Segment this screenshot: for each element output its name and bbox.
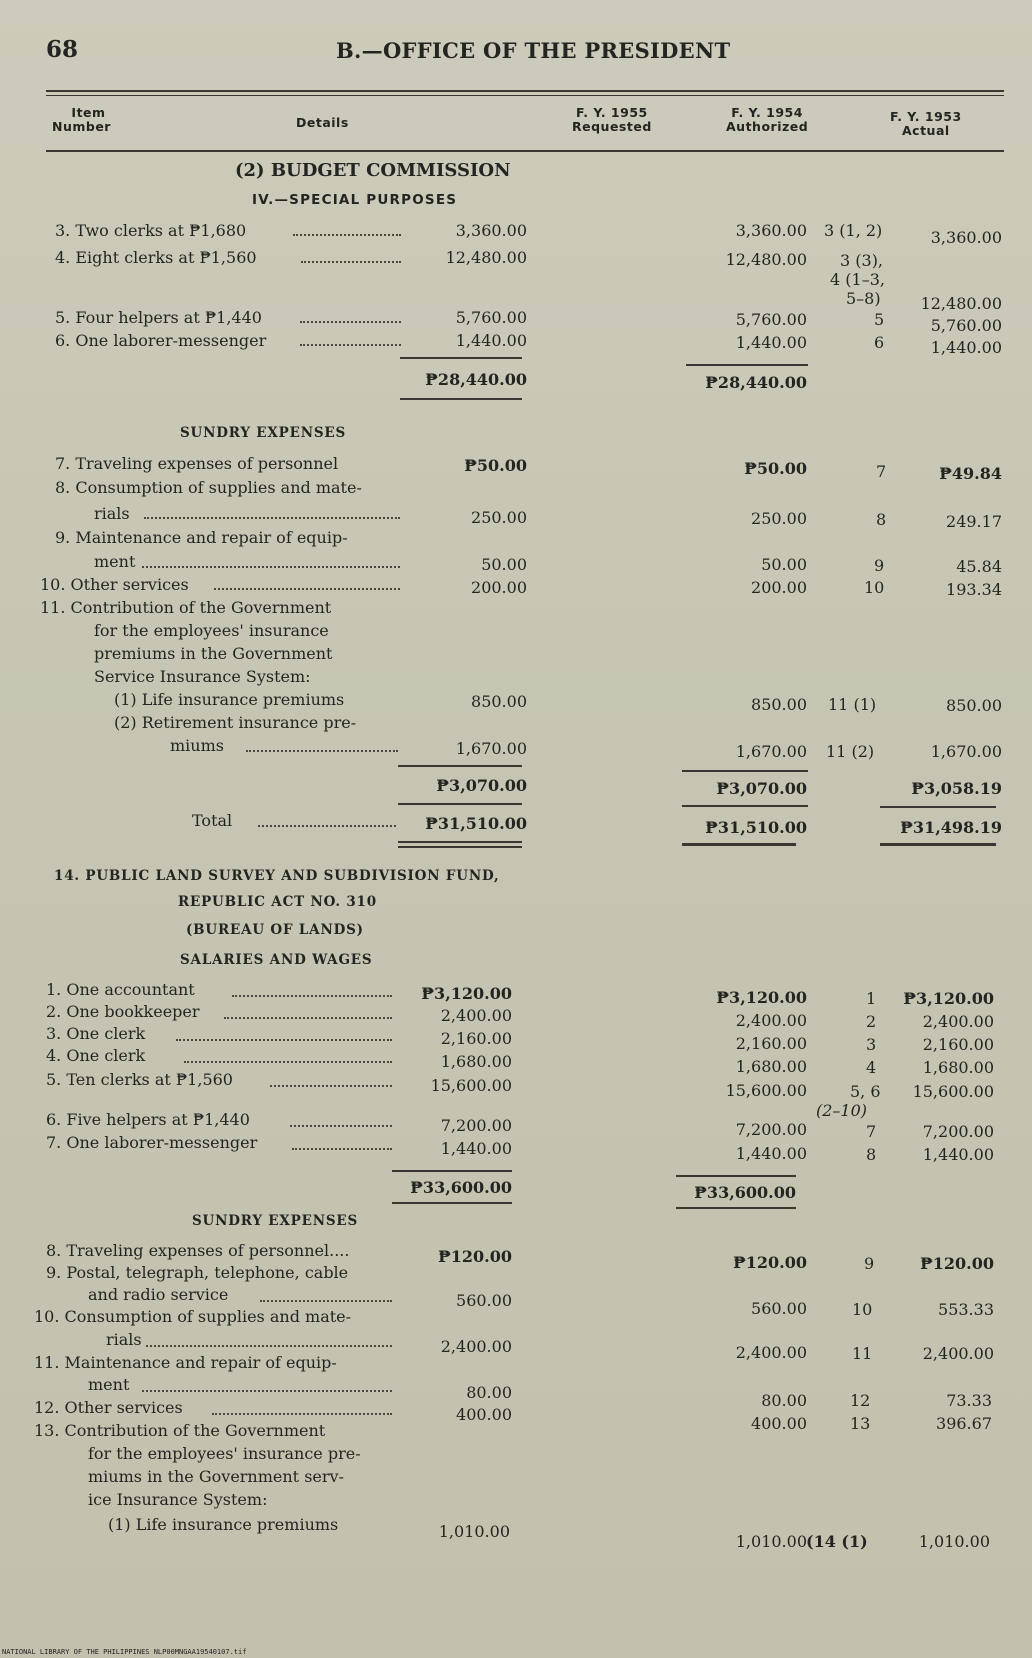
value-requested: 200.00 xyxy=(471,578,527,597)
row-label: 3. One clerk xyxy=(46,1024,146,1043)
row-label-cont: and radio service xyxy=(88,1285,229,1304)
row-label: 4. Eight clerks at ₱1,560 xyxy=(55,248,257,267)
row-label: 12. Other services xyxy=(34,1398,183,1417)
subtotal-requested: ₱33,600.00 xyxy=(410,1178,512,1197)
sundry-total-authorized: ₱3,070.00 xyxy=(716,779,807,798)
subtotal-authorized: ₱28,440.00 xyxy=(705,373,807,392)
value-actual: 7,200.00 xyxy=(922,1122,994,1141)
row-label: 11. Maintenance and repair of equip- xyxy=(34,1353,337,1372)
total-requested: ₱31,510.00 xyxy=(425,814,527,833)
value-requested: ₱3,120.00 xyxy=(421,984,512,1003)
row-label: 11. Contribution of the Government xyxy=(40,598,332,617)
salaries-and-wages-heading: SALARIES AND WAGES xyxy=(180,952,373,968)
col-fy1955: F. Y. 1955 Requested xyxy=(572,105,652,134)
col-fy1953: F. Y. 1953 Actual xyxy=(890,109,962,138)
row-label: 6. One laborer-messenger xyxy=(55,331,267,350)
value-requested: 850.00 xyxy=(471,692,527,711)
value-authorized: 200.00 xyxy=(751,578,807,597)
total-double-rule xyxy=(398,846,522,848)
row-label: 9. Postal, telegraph, telephone, cable xyxy=(46,1263,349,1282)
value-ref: 7 xyxy=(876,462,887,481)
row-label-cont: Service Insurance System: xyxy=(94,667,311,686)
value-ref: 12 xyxy=(850,1391,871,1410)
total-double-rule xyxy=(880,843,996,846)
value-authorized: 7,200.00 xyxy=(735,1120,807,1139)
value-actual: 553.33 xyxy=(938,1300,994,1319)
value-authorized: 400.00 xyxy=(751,1414,807,1433)
dot-leader xyxy=(260,1300,392,1302)
row-label: 3. Two clerks at ₱1,680 xyxy=(55,221,247,240)
value-requested: ₱50.00 xyxy=(464,456,527,475)
row-label: 1. One accountant xyxy=(46,980,195,999)
value-ref: 13 xyxy=(850,1414,871,1433)
subtotal-rule xyxy=(400,357,522,359)
value-authorized: 560.00 xyxy=(751,1299,807,1318)
total-rule xyxy=(398,803,522,805)
value-ref: 3 (3), xyxy=(840,251,884,270)
dot-leader xyxy=(184,1061,392,1063)
row-label: 2. One bookkeeper xyxy=(46,1002,200,1021)
value-ref: 10 xyxy=(864,578,885,597)
row-label-cont: rials xyxy=(106,1330,142,1349)
value-actual: 850.00 xyxy=(946,696,1002,715)
value-requested: 1,440.00 xyxy=(455,331,527,350)
dot-leader xyxy=(214,588,400,590)
dot-leader xyxy=(292,1148,392,1150)
dot-leader xyxy=(293,234,401,236)
row-label: 7. One laborer-messenger xyxy=(46,1133,258,1152)
value-ref: (14 (1) xyxy=(806,1532,868,1551)
value-actual: 2,160.00 xyxy=(922,1035,994,1054)
subtotal-authorized: ₱33,600.00 xyxy=(694,1183,796,1202)
subtotal-rule xyxy=(686,364,808,366)
dot-leader xyxy=(246,750,398,752)
dot-leader xyxy=(176,1039,392,1041)
row-label: 6. Five helpers at ₱1,440 xyxy=(46,1110,250,1129)
value-actual: ₱3,120.00 xyxy=(903,989,994,1008)
header-rule-bottom xyxy=(46,150,1004,152)
row-label-cont: miums in the Government serv- xyxy=(88,1467,344,1486)
value-ref: 5 xyxy=(874,310,885,329)
header-rule-top xyxy=(46,90,1004,92)
row-label: 8. Traveling expenses of personnel.... xyxy=(46,1241,350,1260)
row-label: (2) Retirement insurance pre- xyxy=(114,713,357,732)
value-authorized: 850.00 xyxy=(751,695,807,714)
value-requested: 12,480.00 xyxy=(445,248,527,267)
subtotal-rule-bottom xyxy=(400,398,522,400)
value-ref: 11 xyxy=(852,1344,873,1363)
row-label: (1) Life insurance premiums xyxy=(108,1515,339,1534)
scan-footer: NATIONAL LIBRARY OF THE PHILIPPINES NLP00MNGAA19540107.tif xyxy=(2,1648,247,1656)
value-actual: 1,680.00 xyxy=(922,1058,994,1077)
value-actual: 2,400.00 xyxy=(922,1344,994,1363)
value-requested: 1,010.00 xyxy=(438,1522,510,1541)
dot-leader xyxy=(270,1085,392,1087)
value-authorized: ₱50.00 xyxy=(744,459,807,478)
value-requested: 2,400.00 xyxy=(440,1006,512,1025)
sundry-expenses-heading: SUNDRY EXPENSES xyxy=(180,425,347,441)
dot-leader xyxy=(142,1390,392,1392)
col-fy1954: F. Y. 1954 Authorized xyxy=(726,105,809,134)
value-requested: 250.00 xyxy=(471,508,527,527)
row-label: 13. Contribution of the Government xyxy=(34,1421,326,1440)
value-authorized: 2,160.00 xyxy=(735,1034,807,1053)
section-title-land-survey: 14. PUBLIC LAND SURVEY AND SUBDIVISION FUND, xyxy=(54,868,500,884)
value-actual: ₱120.00 xyxy=(920,1254,994,1273)
value-authorized: 3,360.00 xyxy=(735,221,807,240)
section-title-budget-commission: (2) BUDGET COMMISSION xyxy=(235,160,511,181)
subtotal-rule-bottom xyxy=(392,1202,512,1204)
value-ref: 8 xyxy=(866,1145,877,1164)
value-ref: 11 (1) xyxy=(828,695,877,714)
row-label-cont: ment xyxy=(94,552,136,571)
value-authorized: 1,670.00 xyxy=(735,742,807,761)
value-actual: 45.84 xyxy=(956,557,1002,576)
value-requested: 2,400.00 xyxy=(440,1337,512,1356)
value-ref-line2: (2–10) xyxy=(816,1101,868,1120)
value-requested: 560.00 xyxy=(456,1291,512,1310)
row-label-cont: ice Insurance System: xyxy=(88,1490,268,1509)
header-rule-top-2 xyxy=(46,95,1004,96)
total-authorized: ₱31,510.00 xyxy=(705,818,807,837)
value-ref: 11 (2) xyxy=(826,742,875,761)
total-double-rule xyxy=(682,843,796,846)
value-requested: 3,360.00 xyxy=(455,221,527,240)
value-ref: 3 xyxy=(866,1035,877,1054)
subtotal-rule xyxy=(676,1175,796,1177)
total-actual: ₱31,498.19 xyxy=(900,818,1002,837)
value-actual: 5,760.00 xyxy=(930,316,1002,335)
value-requested: 1,670.00 xyxy=(455,739,527,758)
value-ref-line3: 5–8) xyxy=(846,289,881,308)
value-authorized: 12,480.00 xyxy=(725,250,807,269)
value-requested: 7,200.00 xyxy=(440,1116,512,1135)
dot-leader xyxy=(300,344,401,346)
value-requested: 5,760.00 xyxy=(455,308,527,327)
value-ref: 10 xyxy=(852,1300,873,1319)
dot-leader xyxy=(301,261,401,263)
total-label: Total xyxy=(192,811,233,830)
value-requested: ₱120.00 xyxy=(438,1247,512,1266)
value-authorized: 1,010.00 xyxy=(735,1532,807,1551)
value-ref-line2: 4 (1–3, xyxy=(830,270,885,289)
row-label-cont: rials xyxy=(94,504,130,523)
total-double-rule xyxy=(398,841,522,843)
value-requested: 1,680.00 xyxy=(440,1052,512,1071)
value-actual: 1,440.00 xyxy=(930,338,1002,357)
value-ref: 1 xyxy=(866,989,877,1008)
value-actual: 1,670.00 xyxy=(930,742,1002,761)
dot-leader xyxy=(144,517,400,519)
section-subtitle-republic-act: REPUBLIC ACT NO. 310 xyxy=(178,894,377,910)
dot-leader xyxy=(290,1125,392,1127)
row-label: 10. Consumption of supplies and mate- xyxy=(34,1307,352,1326)
value-ref: 5, 6 xyxy=(850,1082,881,1101)
value-ref: 8 xyxy=(876,510,887,529)
value-requested: 80.00 xyxy=(466,1383,512,1402)
value-actual: 396.67 xyxy=(936,1414,992,1433)
value-authorized: 80.00 xyxy=(761,1391,807,1410)
value-requested: 1,440.00 xyxy=(440,1139,512,1158)
value-actual: 2,400.00 xyxy=(922,1012,994,1031)
sundry-total-actual: ₱3,058.19 xyxy=(911,779,1002,798)
row-label: 8. Consumption of supplies and mate- xyxy=(55,478,362,497)
row-label-cont: ment xyxy=(88,1375,130,1394)
sundry-total-rule xyxy=(682,770,808,772)
value-ref: 7 xyxy=(866,1122,877,1141)
value-authorized: ₱3,120.00 xyxy=(716,988,807,1007)
value-authorized: 5,760.00 xyxy=(735,310,807,329)
row-label: 5. Four helpers at ₱1,440 xyxy=(55,308,262,327)
value-authorized: 1,440.00 xyxy=(735,333,807,352)
value-authorized: 250.00 xyxy=(751,509,807,528)
row-label: 5. Ten clerks at ₱1,560 xyxy=(46,1070,233,1089)
subtotal-rule-bottom xyxy=(676,1207,796,1209)
subtotal-requested: ₱28,440.00 xyxy=(425,370,527,389)
value-actual: 3,360.00 xyxy=(930,228,1002,247)
dot-leader xyxy=(224,1017,392,1019)
value-actual: ₱49.84 xyxy=(939,464,1002,483)
dot-leader xyxy=(142,566,400,568)
row-label: (1) Life insurance premiums xyxy=(114,690,345,709)
section-subtitle-bureau: (BUREAU OF LANDS) xyxy=(186,922,364,938)
page-header-title: B.—OFFICE OF THE PRESIDENT xyxy=(336,38,731,63)
value-actual: 12,480.00 xyxy=(920,294,1002,313)
row-label: 7. Traveling expenses of personnel xyxy=(55,454,339,473)
value-authorized: 1,680.00 xyxy=(735,1057,807,1076)
value-ref: 6 xyxy=(874,333,885,352)
total-rule xyxy=(880,806,996,808)
row-label: 9. Maintenance and repair of equip- xyxy=(55,528,348,547)
value-ref: 4 xyxy=(866,1058,877,1077)
value-ref: 9 xyxy=(874,556,885,575)
value-actual: 1,440.00 xyxy=(922,1145,994,1164)
value-authorized: 2,400.00 xyxy=(735,1343,807,1362)
row-label: 10. Other services xyxy=(40,575,189,594)
row-label-cont: premiums in the Government xyxy=(94,644,333,663)
value-actual: 15,600.00 xyxy=(912,1082,994,1101)
page-number: 68 xyxy=(46,36,79,63)
section-subtitle-special-purposes: IV.—SPECIAL PURPOSES xyxy=(252,192,458,208)
row-label-cont: miums xyxy=(170,736,224,755)
sundry-total-rule xyxy=(398,765,522,767)
total-rule xyxy=(682,805,808,807)
dot-leader xyxy=(232,995,392,997)
value-authorized: 50.00 xyxy=(761,555,807,574)
value-authorized: 2,400.00 xyxy=(735,1011,807,1030)
value-authorized: 15,600.00 xyxy=(725,1081,807,1100)
value-requested: 50.00 xyxy=(481,555,527,574)
dot-leader xyxy=(300,321,401,323)
subtotal-rule xyxy=(392,1170,512,1172)
row-label: 4. One clerk xyxy=(46,1046,146,1065)
value-ref: 9 xyxy=(864,1254,875,1273)
value-actual: 249.17 xyxy=(946,512,1002,531)
value-requested: 15,600.00 xyxy=(430,1076,512,1095)
value-requested: 400.00 xyxy=(456,1405,512,1424)
value-authorized: ₱120.00 xyxy=(733,1253,807,1272)
row-label-cont: for the employees' insurance xyxy=(94,621,329,640)
value-actual: 193.34 xyxy=(946,580,1002,599)
col-item-number: Item Number xyxy=(52,105,111,134)
value-requested: 2,160.00 xyxy=(440,1029,512,1048)
sundry-total-requested: ₱3,070.00 xyxy=(436,776,527,795)
row-label-cont: for the employees' insurance pre- xyxy=(88,1444,361,1463)
sundry-expenses-heading: SUNDRY EXPENSES xyxy=(192,1213,359,1229)
value-ref: 2 xyxy=(866,1012,877,1031)
value-authorized: 1,440.00 xyxy=(735,1144,807,1163)
col-details: Details xyxy=(296,115,349,130)
value-ref: 3 (1, 2) xyxy=(824,221,883,240)
value-actual: 1,010.00 xyxy=(918,1532,990,1551)
dot-leader xyxy=(258,825,396,827)
dot-leader xyxy=(212,1413,392,1415)
value-actual: 73.33 xyxy=(946,1391,992,1410)
dot-leader xyxy=(146,1345,392,1347)
